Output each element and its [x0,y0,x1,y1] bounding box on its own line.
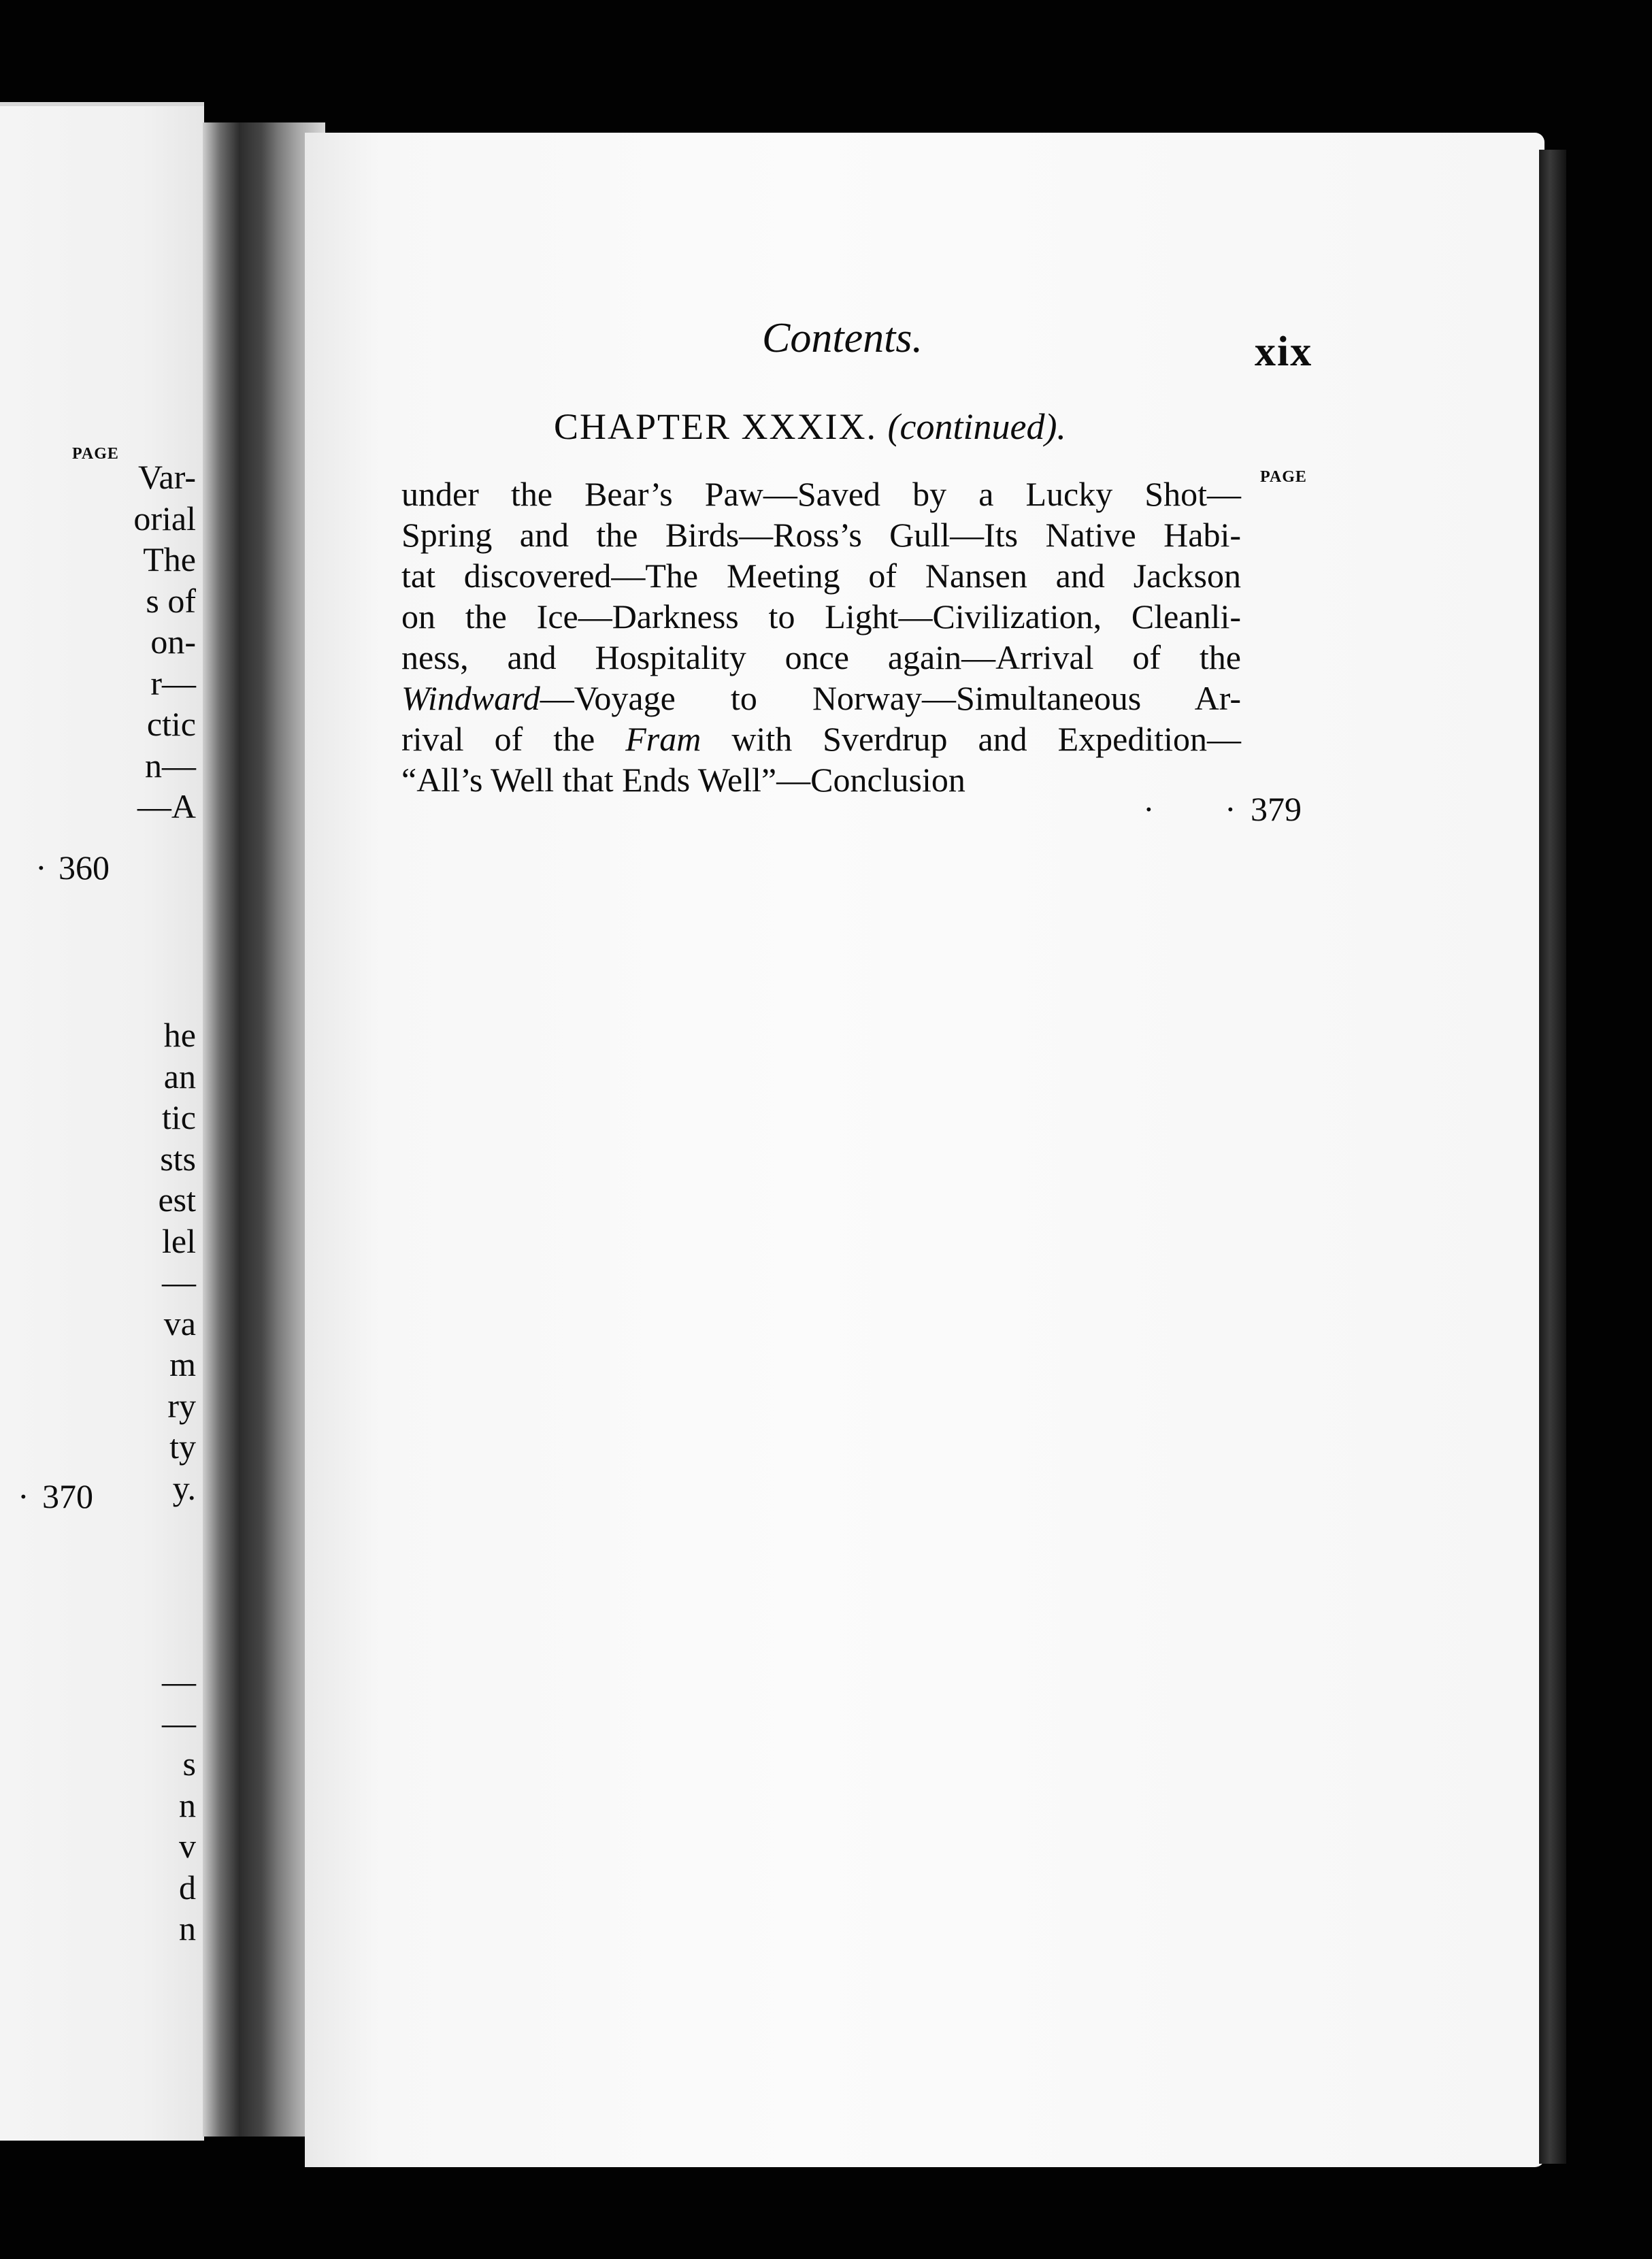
left-page-line-end: m [169,1345,196,1383]
left-page-line-end: lel [162,1221,196,1260]
chapter-heading [554,406,1066,448]
left-page-line-end: d [179,1868,196,1907]
ship-name-windward: Windward [401,679,540,717]
toc-line: under the Bear’s Paw—Saved by a Lucky Shot— [401,475,1241,513]
left-page-line-end: —A [137,787,196,825]
left-page-line-end: ty [169,1428,196,1466]
running-title: Contents. [762,315,923,361]
left-page-line-end: v [179,1827,196,1865]
toc-line: “All’s Well that Ends Well”—Conclusion [401,761,965,799]
page-edge-shadow [1539,150,1566,2164]
leader-dot: · [1225,790,1236,828]
leader-dot: · [1143,790,1155,828]
left-leader-dots: · [35,848,47,887]
left-page-line-end: an [163,1057,196,1095]
toc-line-text: with Sverdrup and Expedition— [731,720,1242,758]
toc-line [401,678,1241,719]
toc-line: on the Ice—Darkness to Light—Civilization, Cleanli- [401,597,1241,636]
left-page [0,102,204,2141]
toc-line: ness, and Hospitality once again—Arrival of the [401,638,1241,676]
left-page-line-end: orial [133,499,196,538]
left-page-line-end: est [158,1181,196,1219]
left-page-number-2: 370 [42,1477,93,1515]
left-page-line-end: — [162,1662,196,1700]
left-page-column-label: PAGE [72,445,119,463]
left-page-line-end: r— [150,663,196,702]
ship-name-fram: Fram [625,720,701,758]
left-page-line-end: ry [167,1386,196,1425]
left-page-line-end: The [143,540,196,578]
left-page-line-end: he [163,1016,196,1054]
chapter-number: CHAPTER XXXIX. [554,406,878,447]
toc-line [401,719,1241,759]
toc-line-text: rival of the [401,720,595,758]
toc-line-text: —Voyage to Norway—Simultaneous Ar- [540,679,1241,717]
left-page-line-end: s of [146,581,196,620]
toc-line: tat discovered—The Meeting of Nansen and Jackson [401,557,1241,595]
left-page-line-end: s [182,1745,196,1783]
toc-entry [401,474,1241,800]
left-page-number-1: 360 [59,848,110,887]
page-folio: xix [1255,329,1313,375]
toc-page-number: 379 [1251,790,1302,828]
left-page-line-end: n [179,1785,196,1824]
left-page-line-end: ctic [146,705,196,743]
left-page-line-end: n [179,1909,196,1947]
left-page-line-end: sts [160,1139,196,1178]
page-column-label: PAGE [1260,468,1307,486]
left-page-line-end: tic [162,1098,196,1136]
left-page-line-end: on- [150,623,196,661]
left-page-line-end: va [163,1304,196,1342]
left-page-line-end: — [162,1263,196,1301]
toc-line: Spring and the Birds—Ross’s Gull—Its Native Habi- [401,516,1241,554]
left-leader-dot-2: · [18,1477,29,1515]
chapter-continued-note: (continued). [887,406,1066,447]
left-page-line-end: — [162,1703,196,1742]
left-page-line-end: y. [172,1468,196,1507]
left-page-line-end: Var- [137,458,196,496]
left-page-line-end: n— [145,746,196,785]
